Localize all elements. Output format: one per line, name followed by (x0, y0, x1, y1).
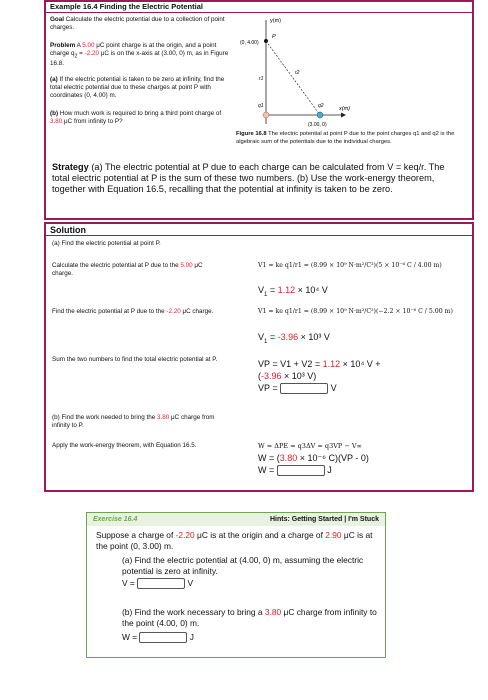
exercise-bar (87, 513, 385, 526)
step3-equation (258, 358, 468, 394)
q2-label: q2 (318, 103, 324, 109)
part-a-label: (a) (50, 76, 58, 83)
exercise-text: μC is at the origin and a charge of (194, 530, 326, 540)
exercise-part-b-answer (122, 632, 194, 643)
exercise-intro (96, 530, 380, 551)
w-label: W = (258, 465, 275, 475)
hints-links[interactable]: Hints: Getting Started | I'm Stuck (269, 516, 379, 523)
step3-line: ( (258, 371, 261, 381)
part-a-paragraph (50, 76, 230, 100)
part-b-paragraph (50, 110, 230, 126)
v1-suffix: × 10⁴ V (295, 285, 328, 295)
step3-v2: -3.96 (261, 371, 282, 381)
y-axis-label: y(m) (270, 18, 281, 24)
goal-paragraph (50, 16, 230, 32)
goal-label: Goal (50, 16, 64, 23)
step2-equation: V1 = ke q1/r1 = (8.99 × 10⁹ N·m²/C²)(−2.2 × 10⁻⁶ C / 5.00 m) (258, 308, 453, 315)
step1-text (52, 262, 222, 278)
part-b-title-text: (b) Find the work needed to bring the (52, 414, 158, 421)
exercise-w-input[interactable] (139, 632, 187, 643)
problem-text: = (77, 50, 85, 57)
step1-q: 5.00 (180, 262, 193, 269)
q2-value: -2.20 (84, 50, 99, 57)
exercise-qa: -2.20 (175, 530, 195, 540)
goal-text: Calculate the electric potential due to a collection of point charges. (50, 16, 225, 31)
problem-paragraph: Problem A 5.00 μC point charge is at the origin, and a point charge $q_2 = -2.20$ μC is on the x-axis at (3.00, 0) m, as in Figure 16.8. (50, 42, 229, 68)
v2-value: -3.96 (277, 332, 299, 342)
step2-text (52, 308, 222, 316)
example-title: Example 16.4 Finding the Electric Potential (46, 1, 472, 13)
point-p-label: P (272, 34, 276, 40)
problem-text: μC is on the x-axis at (3.00, 0) m, as in Figure 16.8. (50, 50, 229, 68)
strategy-label: Strategy (52, 162, 89, 172)
vp-unit: V (330, 383, 337, 393)
x-axis-arrow (341, 113, 346, 118)
step3-v1: 1.12 (322, 359, 341, 369)
step4-q: 3.80 (279, 453, 298, 463)
step3-text: Sum the two numbers to find the total electric potential at P. (52, 356, 218, 363)
step2-result: $V_1 = -3.96 \times 10^3$ V (258, 332, 330, 345)
step1-result: $V_1 = 1.12 \times 10^4$ V (258, 285, 328, 298)
step4-text: Apply the work-energy theorem, with Equation 16.5. (52, 442, 197, 449)
step3-line: × 10⁴ V + (340, 359, 381, 369)
problem-label: Problem (50, 42, 76, 49)
problem-text: A (76, 42, 83, 49)
step2-q: -2.20 (166, 308, 181, 315)
step-text: Calculate the electric potential at P due to the (52, 262, 181, 269)
part-a-title: (a) Find the electric potential at point P. (52, 240, 161, 247)
q2-coord: (3.00, 0) (308, 122, 327, 128)
q1-value: 5.00 (82, 42, 95, 49)
caption-title: Figure 16.8 (236, 131, 267, 137)
exercise-text: μC is at the point (0, 3.00) m. (96, 530, 373, 551)
step-text: μC charge. (52, 262, 203, 277)
exercise-text: Suppose a charge of (96, 530, 176, 540)
part-b-label: (b) (50, 110, 59, 117)
figure-16-8 (236, 14, 466, 134)
exercise-text: μC charge from infinity to the point (4.00, 0) m. (122, 607, 377, 628)
exercise-text: (b) Find the work necessary to bring a (122, 607, 265, 617)
caption-text: The electric potential at point P due to the point charges q1 and q2 is the algebraic sum of the potentials due to the individual charges. (236, 131, 455, 145)
v1-value: 1.12 (277, 285, 296, 295)
exercise-part-a: (a) Find the electric potential at (4.00, 0) m, assuming the electric potential is zero at infinity. (122, 555, 364, 576)
x-axis-label: x(m) (339, 106, 350, 112)
strategy-paragraph (52, 162, 460, 195)
exercise-w-unit: J (189, 632, 194, 642)
step-text: Find the electric potential at P due to the (52, 308, 167, 315)
vp-label: VP = (258, 383, 278, 393)
step4-line: × 10⁻⁶ C)(VP - 0) (297, 453, 369, 463)
figure-caption (236, 131, 464, 146)
w-unit: J (327, 465, 332, 475)
v2-suffix: × 10³ V (298, 332, 330, 342)
step-text: μC charge. (180, 308, 214, 315)
exercise-v-unit: V (187, 578, 194, 588)
step1-equation: V1 = ke q1/r1 = (8.99 × 10⁹ N·m²/C²)(5 × 10⁻⁶ C / 4.00 m) (258, 262, 442, 269)
step4-line: W = ( (258, 453, 280, 463)
strategy-text: (a) The electric potential at P due to each charge can be calculated from V = keq/r. The total electric potential at P is the sum of these two numbers. (b) Use the work-energy theorem, together with Equation 16.5, recalling that the potential at infinity is taken to be zero. (52, 162, 445, 194)
solution-header: Solution (46, 224, 472, 236)
exercise-qc: 3.80 (264, 607, 282, 617)
step3-line: × 10³ V) (281, 371, 317, 381)
part-b-title (52, 414, 222, 430)
vp-answer-input[interactable] (280, 383, 328, 394)
part-b-text: μC from infinity to P? (62, 118, 123, 125)
step3-line: VP = V1 + V2 = (258, 359, 323, 369)
part-b-q: 3.80 (157, 414, 170, 421)
step4-equation (258, 440, 468, 476)
r1-label: r1 (259, 76, 264, 82)
step4-eq: W = ΔPE = q3ΔV = q3VP − V∞ (258, 442, 362, 450)
problem-text: μC point charge is at the origin, and a point charge q (50, 42, 217, 57)
r2-line (266, 41, 320, 115)
part-a-text: If the electric potential is taken to be zero at infinity, find the total electric potential due to these charges at point P with coordinates (0, 4.00) m. (50, 76, 225, 99)
exercise-v-input[interactable] (137, 578, 185, 589)
w-answer-input[interactable] (277, 465, 325, 476)
q1-charge (263, 112, 269, 118)
part-b-title-text: μC charge from infinity to P. (52, 414, 215, 429)
exercise-label: Exercise 16.4 (93, 516, 138, 523)
exercise-v-label: V = (122, 578, 135, 588)
r2-label: r2 (295, 70, 300, 76)
exercise-qb: 2.90 (325, 530, 342, 540)
exercise-w-label: W = (122, 632, 138, 642)
exercise-part-a-answer (122, 578, 193, 589)
q2-charge (317, 112, 323, 118)
exercise-part-b (122, 607, 380, 628)
point-p-coord: (0, 4.00) (240, 40, 259, 46)
q1-label: q1 (258, 103, 264, 109)
q3-value: 3.80 (50, 118, 63, 125)
part-b-text: How much work is required to bring a third point charge of (59, 110, 222, 117)
